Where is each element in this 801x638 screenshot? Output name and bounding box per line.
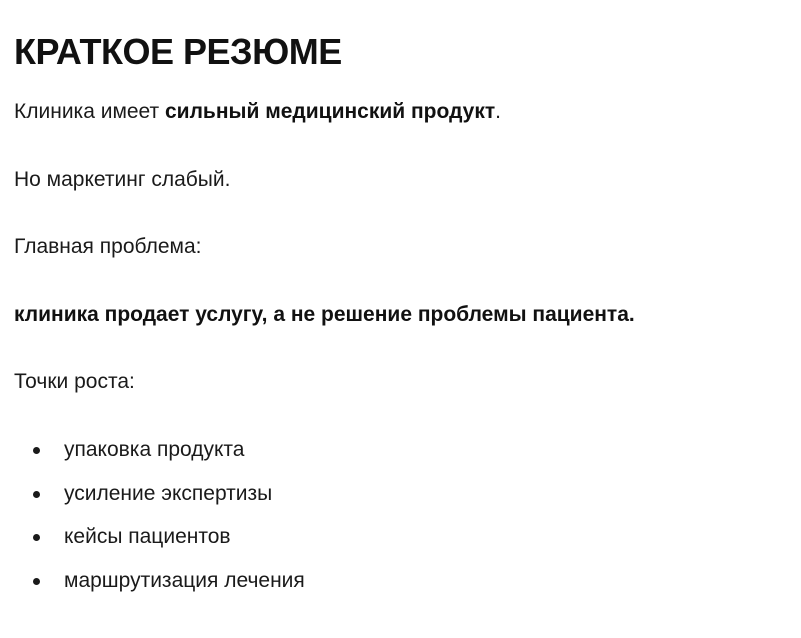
marketing-paragraph: Но маркетинг слабый.	[14, 168, 231, 191]
summary-emphasis: сильный медицинский продукт	[165, 100, 496, 123]
main-problem-statement: клиника продает услугу, а не решение проблемы пациента.	[14, 303, 635, 326]
summary-prefix: Клиника имеет	[14, 100, 165, 123]
main-problem-label: Главная проблема:	[14, 235, 202, 258]
growth-points-label: Точки роста:	[14, 370, 135, 393]
page-title: КРАТКОЕ РЕЗЮМЕ	[14, 31, 342, 72]
summary-paragraph	[14, 98, 501, 126]
list-item-text: кейсы пациентов	[64, 525, 231, 548]
summary-suffix: .	[495, 100, 501, 123]
list-item-text: маршрутизация лечения	[64, 568, 305, 592]
bullet-icon	[33, 578, 40, 585]
list-item-text: упаковка продукта	[64, 438, 245, 461]
bullet-icon	[33, 534, 40, 541]
bullet-icon	[33, 447, 40, 454]
list-item-text: усиление экспертизы	[64, 481, 273, 505]
bullet-icon	[33, 491, 40, 498]
